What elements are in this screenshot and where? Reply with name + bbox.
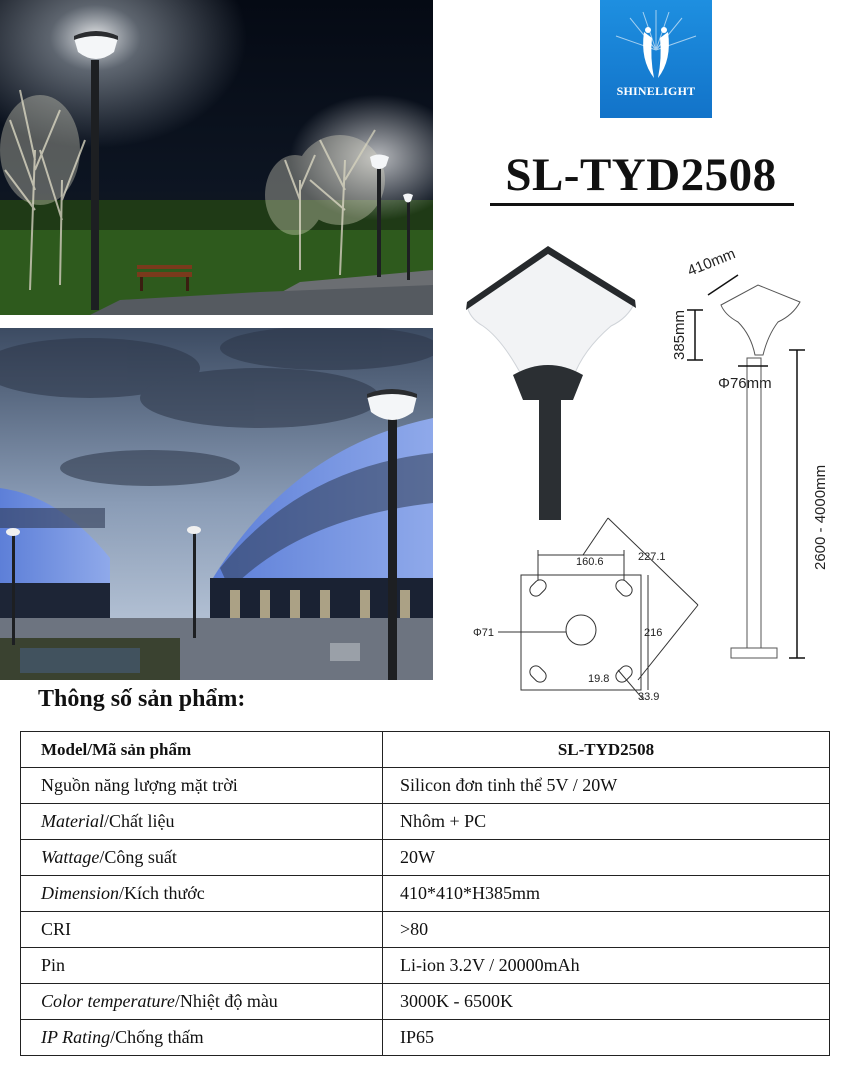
lamp-head-render	[466, 246, 636, 520]
spec-label-vn: CRI	[41, 919, 72, 939]
spec-value: Silicon đơn tinh thể 5V / 20W	[383, 768, 830, 804]
product-model-title: SL-TYD2508	[505, 149, 777, 201]
spec-label-vn: /Nhiệt độ màu	[174, 991, 278, 1011]
spec-value: 20W	[383, 840, 830, 876]
spec-label	[21, 948, 383, 984]
flange-slot-size: 19.8	[588, 673, 610, 685]
table-row	[21, 804, 830, 840]
table-header-row	[21, 732, 830, 768]
spec-label-en: Wattage	[41, 847, 100, 867]
dim-pole-height: 2600 - 4000mm	[812, 464, 829, 570]
spec-label-vn: /Chống thấm	[110, 1027, 204, 1047]
table-row	[21, 1020, 830, 1056]
table-row	[21, 984, 830, 1020]
spec-value: 410*410*H385mm	[383, 876, 830, 912]
spec-label	[21, 804, 383, 840]
spec-label-vn: Nguồn năng lượng mặt trời	[41, 775, 238, 795]
shinelight-logo	[600, 0, 712, 118]
spec-value: >80	[383, 912, 830, 948]
spec-label	[21, 768, 383, 804]
spec-label	[21, 840, 383, 876]
dim-height: 385mm	[671, 309, 688, 360]
header-value-cell: SL-TYD2508	[383, 732, 830, 768]
spec-value: 3000K - 6500K	[383, 984, 830, 1020]
product-technical-drawing	[433, 210, 850, 700]
spec-value: Nhôm + PC	[383, 804, 830, 840]
spec-label	[21, 876, 383, 912]
table-row	[21, 876, 830, 912]
flange-diagonal: 227.1	[638, 551, 666, 563]
spec-label-vn: Pin	[41, 955, 66, 975]
table-row	[21, 768, 830, 804]
logo-wordmark: SHINELIGHT	[616, 84, 696, 98]
park-night-photo	[0, 0, 433, 315]
header-label-cell: Model/Mã sản phẩm	[21, 732, 383, 768]
spec-label	[21, 984, 383, 1020]
spec-label-vn: /Kích thước	[119, 883, 205, 903]
spec-label-vn: /Chất liệu	[104, 811, 175, 831]
flange-side: 216	[644, 627, 663, 639]
spec-value: IP65	[383, 1020, 830, 1056]
title-underline	[490, 203, 794, 206]
spec-label	[21, 912, 383, 948]
spec-label	[21, 1020, 383, 1056]
spec-label-en: Color temperature	[41, 991, 175, 1011]
flange-center-hole: Φ71	[473, 627, 495, 639]
spec-value: Li-ion 3.2V / 20000mAh	[383, 948, 830, 984]
flange-hole-spacing: 160.6	[576, 556, 604, 568]
table-row	[21, 948, 830, 984]
spec-heading: Thông số sản phẩm:	[38, 686, 246, 712]
spec-label-en: Material	[41, 811, 104, 831]
spec-label-en: Dimension	[41, 883, 119, 903]
plaza-dusk-photo	[0, 328, 433, 680]
table-row	[21, 840, 830, 876]
spec-table	[20, 731, 830, 1056]
spec-label-en: IP Rating	[41, 1027, 111, 1047]
table-row	[21, 912, 830, 948]
spec-label-vn: /Công suất	[99, 847, 177, 867]
flange-slot-length: 33.9	[638, 691, 660, 700]
dim-width: 410mm	[685, 245, 738, 280]
dim-pole-diameter: Φ76mm	[718, 375, 772, 392]
